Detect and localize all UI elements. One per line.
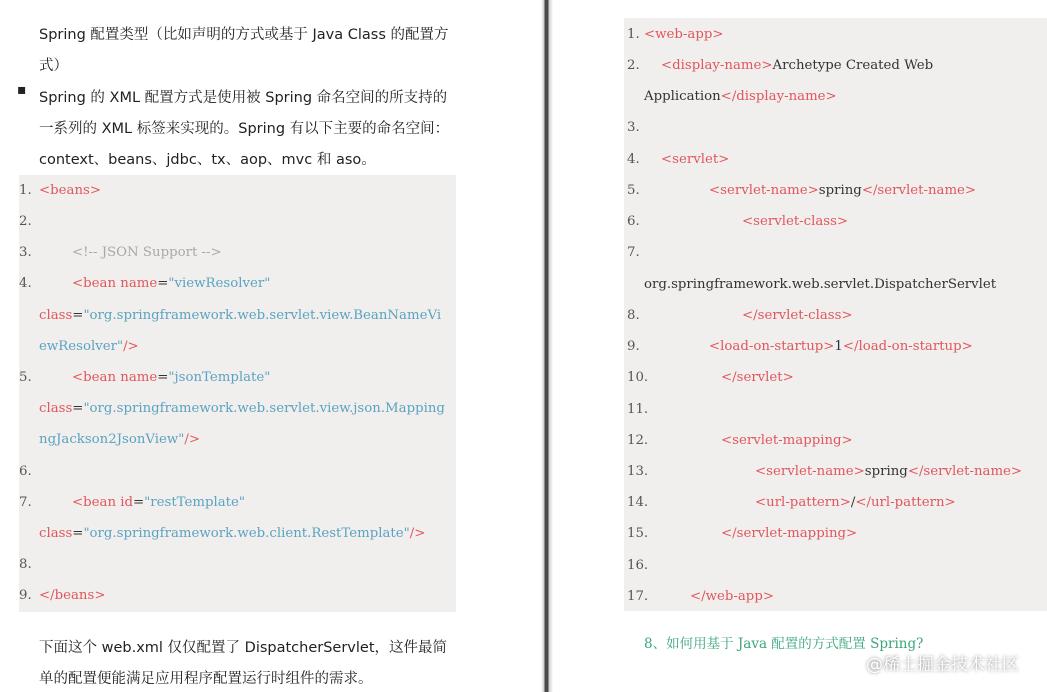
- code-token: /: [850, 495, 856, 510]
- code-line: [19, 268, 456, 299]
- code-token: org.springframework.web.servlet.DispatcherServlet: [644, 277, 997, 292]
- code-line: [39, 331, 139, 362]
- code-token: />: [184, 432, 201, 447]
- code-token: name: [120, 370, 158, 385]
- code-token: <servlet-class>: [742, 214, 849, 229]
- paragraph-config-types: Spring 配置类型（比如声明的方式或基于 Java Class 的配置方式）: [39, 27, 449, 74]
- code-token: class: [39, 401, 73, 416]
- code-line: [644, 269, 996, 300]
- code-token: class: [39, 526, 73, 541]
- code-token: <servlet-mapping>: [721, 433, 853, 448]
- code-token: <load-on-startup>: [709, 339, 835, 354]
- code-token: name: [120, 276, 158, 291]
- line-number: 13.: [627, 464, 649, 479]
- code-token: "viewResolver": [168, 276, 271, 291]
- code-token: </load-on-startup>: [842, 339, 973, 354]
- code-token: </url-pattern>: [855, 495, 956, 510]
- code-line: [644, 81, 837, 112]
- line-number: 4.: [19, 276, 32, 291]
- code-token: "org.springframework.web.servlet.view.BeanNameVi: [83, 308, 442, 323]
- code-token: </beans>: [39, 588, 106, 603]
- code-token: =: [72, 308, 84, 323]
- code-token: <bean: [72, 276, 121, 291]
- code-token: <web-app>: [644, 27, 724, 42]
- code-token: </servlet-mapping>: [721, 526, 858, 541]
- line-number: 8.: [19, 557, 32, 572]
- line-number: 3.: [627, 120, 640, 135]
- code-comment: <!-- JSON Support -->: [72, 245, 222, 260]
- line-number: 12.: [627, 433, 649, 448]
- code-token: <beans>: [39, 183, 101, 198]
- code-block-web-xml: [624, 18, 1047, 611]
- code-token: =: [157, 276, 169, 291]
- line-number: 3.: [19, 245, 32, 260]
- code-token: spring: [864, 464, 908, 479]
- line-number: 17.: [627, 589, 649, 604]
- code-token: <url-pattern>: [755, 495, 851, 510]
- code-token: />: [123, 339, 139, 354]
- code-token: </display-name>: [720, 89, 837, 104]
- code-token: <servlet-name>: [755, 464, 865, 479]
- line-number: 5.: [627, 183, 640, 198]
- code-token: 1: [834, 339, 843, 354]
- code-line: [39, 424, 200, 455]
- bullet-icon: ▪: [17, 82, 27, 98]
- code-token: <bean: [72, 495, 121, 510]
- code-token: </servlet>: [721, 370, 794, 385]
- line-number: 7.: [627, 245, 640, 260]
- code-token: <servlet>: [661, 152, 730, 167]
- code-line: [39, 518, 425, 549]
- code-token: </servlet-name>: [907, 464, 1023, 479]
- code-token: </servlet-class>: [742, 308, 853, 323]
- paragraph-web-xml-intro: 下面这个 web.xml 仅仅配置了 DispatcherServlet，这件最简单的配置便能满足应用程序配置运行时组件的需求。: [39, 640, 448, 687]
- line-number: 6.: [627, 214, 640, 229]
- line-number: 1.: [19, 183, 32, 198]
- code-line: [39, 300, 441, 331]
- code-line: [39, 393, 445, 424]
- code-token: </servlet-name>: [861, 183, 977, 198]
- code-token: <display-name>: [661, 58, 773, 73]
- code-token: =: [72, 526, 84, 541]
- line-number: 7.: [19, 495, 32, 510]
- code-token: </web-app>: [690, 589, 774, 604]
- code-token: class: [39, 308, 73, 323]
- watermark: @稀土掘金技术社区: [866, 655, 1019, 675]
- code-block-beans-xml: [19, 175, 456, 612]
- line-number: 6.: [19, 464, 32, 479]
- line-number: 2.: [627, 58, 640, 73]
- code-token: <bean: [72, 370, 121, 385]
- line-number: 11.: [627, 402, 649, 417]
- code-token: <servlet-name>: [709, 183, 819, 198]
- page-divider: [541, 0, 553, 692]
- code-token: ngJackson2JsonView": [39, 432, 185, 447]
- code-token: ewResolver": [39, 339, 124, 354]
- line-number: 4.: [627, 152, 640, 167]
- code-token: "org.springframework.web.client.RestTemplate": [83, 526, 410, 541]
- code-token: "org.springframework.web.servlet.view.json.Mapping: [83, 401, 445, 416]
- code-token: "restTemplate": [144, 495, 246, 510]
- code-token: =: [133, 495, 145, 510]
- code-token: id: [120, 495, 134, 510]
- paragraph-xml-namespaces: Spring 的 XML 配置方式是使用被 Spring 命名空间的所支持的一系列的 XML 标签来实现的。Spring 有以下主要的命名空间：context、beans、jdbc、tx、aop、mvc 和 aso。: [39, 90, 450, 168]
- line-number: 14.: [627, 495, 649, 510]
- code-token: "jsonTemplate": [168, 370, 271, 385]
- line-number: 9.: [627, 339, 640, 354]
- code-token: =: [72, 401, 84, 416]
- line-number: 16.: [627, 558, 649, 573]
- line-number: 1.: [627, 27, 640, 42]
- line-number: 10.: [627, 370, 649, 385]
- line-number: 2.: [19, 214, 32, 229]
- line-number: 8.: [627, 308, 640, 323]
- code-token: spring: [818, 183, 862, 198]
- line-number: 9.: [19, 588, 32, 603]
- line-number: 15.: [627, 526, 649, 541]
- line-number: 5.: [19, 370, 32, 385]
- code-token: />: [409, 526, 426, 541]
- code-token: Archetype Created Web: [772, 58, 934, 73]
- code-token: Application: [644, 89, 721, 104]
- section-heading-java-config: 8、如何用基于 Java 配置的方式配置 Spring?: [644, 636, 924, 652]
- code-token: =: [157, 370, 169, 385]
